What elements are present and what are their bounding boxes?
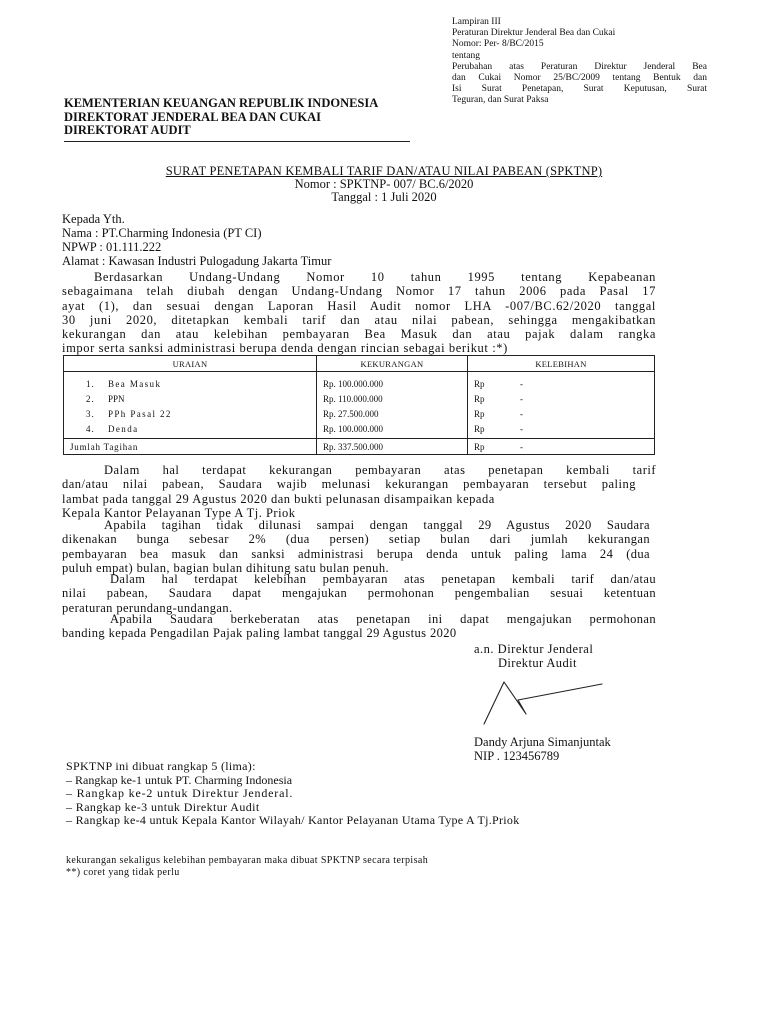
total-kelebihan	[468, 439, 655, 455]
letterhead-divider	[64, 141, 410, 142]
paragraph-line: Berdasarkan Undang-Undang Nomor 10 tahun 1995 tentang Kepabeanan	[94, 270, 656, 284]
paragraph-line: impor serta sanksi administrasi berupa denda dengan rincian sebagai berikut :*)	[62, 341, 508, 356]
list-item: – Rangkap ke-1 untuk PT. Charming Indonesia	[66, 772, 293, 787]
currency-label: Rp	[474, 441, 485, 452]
paragraph-line: dan/atau nilai pabean, Saudara wajib melunasi kekurangan pembayaran tersebut paling	[62, 477, 636, 492]
paragraph-line: peraturan perundang-undangan.	[62, 600, 233, 615]
row-number: 1.	[86, 378, 95, 389]
table-cell-uraian	[64, 406, 317, 421]
kelebihan-value: -	[520, 393, 523, 404]
table-cell-uraian	[64, 421, 317, 439]
lampiran-subject-line: Perubahan atas Peraturan Direktur Jenderal Bea	[452, 61, 707, 72]
paragraph-underpayment	[62, 463, 656, 520]
table-total-row	[64, 439, 655, 455]
paragraph-line: kekurangan dan atau kelebihan pembayaran Bea Masuk dan atau pajak dalam rangka	[62, 327, 656, 342]
row-label: PPN	[108, 393, 125, 404]
copies-intro: SPKTNP ini dibuat rangkap 5 (lima):	[66, 759, 256, 773]
list-item: – Rangkap ke-3 untuk Direktur Audit	[66, 799, 260, 814]
letterhead-directorate-general: DIREKTORAT JENDERAL BEA DAN CUKAI	[64, 109, 321, 124]
row-number: 4.	[86, 423, 95, 434]
table-cell-kelebihan	[468, 406, 655, 421]
signatory-title: Direktur Audit	[498, 656, 577, 670]
signatory-nip: NIP . 123456789	[474, 749, 560, 763]
letterhead-ministry: KEMENTERIAN KEUANGAN REPUBLIK INDONESIA	[64, 96, 379, 110]
lampiran-subject-line: Teguran, dan Surat Paksa	[452, 95, 549, 106]
letterhead-directorate: DIREKTORAT AUDIT	[64, 123, 191, 138]
document-title: SURAT PENETAPAN KEMBALI TARIF DAN/ATAU NILAI PABEAN (SPKTNP)	[165, 164, 603, 178]
footnote: **) coret yang tidak perlu	[66, 867, 180, 878]
handwritten-signature	[478, 676, 608, 728]
column-header-kelebihan: KELEBIHAN	[468, 356, 655, 372]
list-item: – Rangkap ke-2 untuk Direktur Jenderal.	[66, 786, 294, 801]
paragraph-line: banding kepada Pengadilan Pajak paling lambat tanggal 29 Agustus 2020	[62, 626, 457, 641]
paragraph-interest	[62, 518, 656, 575]
kelebihan-value: -	[520, 423, 523, 434]
total-kekurangan: Rp. 337.500.000	[317, 439, 468, 455]
kelebihan-value: -	[520, 441, 523, 452]
row-label: Bea Masuk	[108, 378, 162, 389]
table-cell-uraian	[64, 372, 317, 392]
lampiran-subject-line: dan Cukai Nomor 25/BC/2009 tentang Bentuk dan	[452, 73, 707, 84]
paragraph-line: lambat pada tanggal 29 Agustus 2020 dan bukti pelunasan disampaikan kepada	[62, 491, 495, 506]
copies-list	[66, 760, 520, 828]
paragraph-line: Dalam hal terdapat kekurangan pembayaran atas penetapan kembali tarif	[104, 463, 656, 477]
table-cell-kelebihan	[468, 391, 655, 406]
lampiran-subject-line: Isi Surat Penetapan, Surat Keputusan, Surat	[452, 84, 707, 95]
lampiran-title: Lampiran III	[452, 17, 501, 27]
paragraph-overpayment	[62, 572, 656, 615]
row-label: PPh Pasal 22	[108, 408, 172, 419]
paragraph-determination	[62, 270, 656, 356]
lampiran-number: Nomor: Per- 8/BC/2015	[452, 39, 544, 50]
paragraph-line: nilai pabean, Saudara dapat mengajukan permohonan pengembalian sesuai ketentuan	[62, 586, 656, 601]
table-cell-kekurangan: Rp. 100.000.000	[317, 421, 468, 439]
table-header-row	[64, 356, 655, 372]
signatory-name: Dandy Arjuna Simanjuntak	[474, 735, 611, 749]
paragraph-line: ayat (1), dan sesuai dengan Laporan Hasil Audit nomor LHA -007/BC.62/2020 tanggal	[62, 298, 656, 313]
table-row	[64, 391, 655, 406]
currency-label: Rp	[474, 378, 485, 389]
currency-label: Rp	[474, 393, 485, 404]
paragraph-line: sebagaimana telah diubah dengan Undang-Undang Nomor 17 tahun 2006 pada Pasal 17	[62, 284, 656, 299]
lampiran-regulation: Peraturan Direktur Jenderal Bea dan Cukai	[452, 28, 616, 39]
paragraph-line: dikenakan bunga sebesar 2% (dua persen) setiap bulan dari jumlah kekurangan	[62, 532, 650, 547]
currency-label: Rp	[474, 423, 485, 434]
recipient-npwp: NPWP : 01.111.222	[62, 240, 162, 254]
paragraph-line: 30 juni 2020, ditetapkan kembali tarif dan atau nilai pabean, sehingga mengakibatkan	[62, 312, 656, 327]
lampiran-tentang: tentang	[452, 50, 480, 61]
kelebihan-value: -	[520, 378, 523, 389]
signatory-on-behalf: a.n. Direktur Jenderal	[474, 642, 594, 656]
recipient-salutation: Kepada Yth.	[62, 212, 125, 226]
row-number: 2.	[86, 393, 95, 404]
table-row	[64, 421, 655, 439]
currency-label: Rp	[474, 408, 485, 419]
letterhead	[64, 97, 378, 138]
document-number: Nomor : SPKTNP- 007/ BC.6/2020	[294, 177, 474, 191]
document-title-block	[0, 165, 768, 204]
table-row	[64, 372, 655, 392]
total-label: Jumlah Tagihan	[64, 439, 317, 455]
table-cell-kelebihan	[468, 372, 655, 392]
paragraph-line: Apabila tagihan tidak dilunasi sampai dengan tanggal 29 Agustus 2020 Saudara	[104, 518, 650, 532]
paragraph-line: pembayaran bea masuk dan sanksi administrasi berupa denda untuk paling lama 24 (dua	[62, 546, 650, 561]
footnote: kekurangan sekaligus kelebihan pembayaran maka dibuat SPKTNP secara terpisah	[66, 855, 429, 866]
recipient-block	[62, 212, 331, 268]
paragraph-line: Apabila Saudara berkeberatan atas penetapan ini dapat mengajukan permohonan	[110, 612, 656, 626]
paragraph-line: Kepala Kantor Pelayanan Type A Tj. Priok	[62, 505, 296, 520]
kelebihan-value: -	[520, 408, 523, 419]
table-row	[64, 406, 655, 421]
table-cell-kekurangan: Rp. 100.000.000	[317, 372, 468, 392]
assessment-table	[63, 355, 655, 455]
paragraph-line: Dalam hal terdapat kelebihan pembayaran atas penetapan kembali tarif dan/atau	[110, 572, 656, 586]
table-cell-kekurangan: Rp. 110.000.000	[317, 391, 468, 406]
row-number: 3.	[86, 408, 95, 419]
table-cell-kekurangan: Rp. 27.500.000	[317, 406, 468, 421]
list-item: – Rangkap ke-4 untuk Kepala Kantor Wilayah/ Kantor Pelayanan Utama Type A Tj.Priok	[66, 813, 520, 828]
footnotes	[66, 855, 428, 879]
table-cell-kelebihan	[468, 421, 655, 439]
recipient-name: Nama : PT.Charming Indonesia (PT CI)	[62, 226, 262, 240]
column-header-kekurangan: KEKURANGAN	[317, 356, 468, 372]
document-date: Tanggal : 1 Juli 2020	[331, 190, 437, 204]
row-label: Denda	[108, 423, 139, 434]
column-header-uraian: URAIAN	[64, 356, 317, 372]
lampiran-block	[452, 17, 707, 107]
table-cell-uraian	[64, 391, 317, 406]
paragraph-appeal	[62, 612, 656, 641]
recipient-address: Alamat : Kawasan Industri Pulogadung Jakarta Timur	[62, 254, 332, 268]
paragraph-line: puluh empat) bulan, bagian bulan dihitung satu bulan penuh.	[62, 560, 390, 575]
